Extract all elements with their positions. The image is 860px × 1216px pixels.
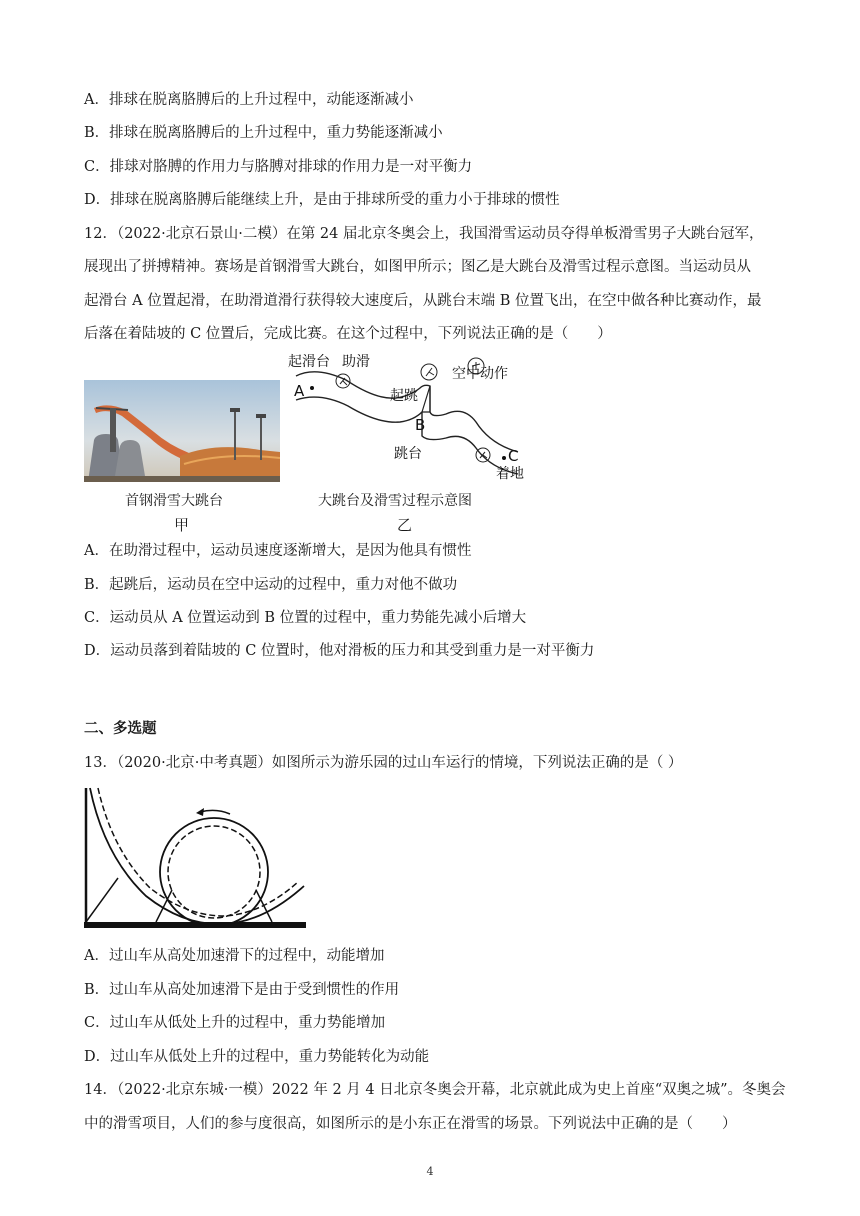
q11-option-b: B．排球在脱离胳膊后的上升过程中，重力势能逐渐减小	[84, 125, 443, 141]
q11-option-a: A．排球在脱离胳膊后的上升过程中，动能逐渐减小	[84, 92, 414, 108]
q11-option-d: D．排球在脱离胳膊后能继续上升，是由于排球所受的重力小于排球的惯性	[84, 192, 560, 208]
label-platform: 跳台	[394, 446, 422, 462]
q12-stem-line3: 起滑台 A 位置起滑，在助滑道滑行获得较大速度后，从跳台末端 B 位置飞出，在空中做各种比赛动作，最	[84, 293, 762, 309]
q12-option-d: D．运动员落到着陆坡的 C 位置时，他对滑板的压力和其受到重力是一对平衡力	[84, 643, 595, 659]
fig-jia-caption: 首钢滑雪大跳台	[125, 493, 223, 509]
roller-coaster-diagram	[84, 786, 308, 932]
q13-option-c: C．过山车从低处上升的过程中，重力势能增加	[84, 1015, 386, 1031]
section-heading-multiple-choice: 二、多选题	[84, 720, 157, 737]
q12-option-a: A．在助滑过程中，运动员速度逐渐增大，是因为他具有惯性	[84, 543, 472, 559]
q13-option-d: D．过山车从低处上升的过程中，重力势能转化为动能	[84, 1049, 430, 1065]
q11-option-c: C．排球对胳膊的作用力与胳膊对排球的作用力是一对平衡力	[84, 159, 473, 175]
fig-jia-label: 甲	[174, 516, 190, 534]
ski-jump-diagram	[286, 348, 530, 486]
q12-option-c: C．运动员从 A 位置运动到 B 位置的过程中，重力势能先减小后增大	[84, 610, 527, 626]
q12-stem-line2: 展现出了拼搏精神。赛场是首钢滑雪大跳台，如图甲所示；图乙是大跳台及滑雪过程示意图。当运动员从	[84, 259, 751, 275]
label-point-b: B	[415, 416, 426, 434]
q13-option-b: B．过山车从高处加速滑下是由于受到惯性的作用	[84, 982, 400, 998]
fig-yi-caption: 大跳台及滑雪过程示意图	[318, 493, 472, 509]
label-assist: 助滑	[342, 354, 370, 370]
q14-stem-line1: 14．（2022·北京东城·一模）2022 年 2 月 4 日北京冬奥会开幕，北京就此成为史上首座“双奥之城”。冬奥会	[84, 1082, 786, 1098]
label-point-a: A	[294, 382, 305, 400]
q13-option-a: A．过山车从高处加速滑下的过程中，动能增加	[84, 948, 385, 964]
q12-stem-line4: 后落在着陆坡的 C 位置后，完成比赛。在这个过程中，下列说法正确的是（ ）	[84, 326, 612, 342]
ski-jump-photo	[84, 380, 280, 482]
fig-yi-label: 乙	[397, 516, 413, 534]
page-number: 4	[426, 1165, 434, 1178]
label-point-c: C	[508, 447, 519, 465]
label-start: 起滑台	[288, 354, 330, 370]
label-landing: 着地	[496, 466, 524, 482]
label-jump: 起跳	[390, 388, 418, 404]
q12-stem-line1: 12．（2022·北京石景山·二模）在第 24 届北京冬奥会上，我国滑雪运动员夺得单板滑雪男子大跳台冠军，	[84, 226, 764, 242]
q14-stem-line2: 中的滑雪项目，人们的参与度很高，如图所示的是小东正在滑雪的场景。下列说法中正确的是（ ）	[84, 1116, 737, 1132]
label-air: 空中动作	[452, 366, 508, 382]
q12-option-b: B．起跳后，运动员在空中运动的过程中，重力对他不做功	[84, 577, 458, 593]
q13-stem: 13．（2020·北京·中考真题）如图所示为游乐园的过山车运行的情境，下列说法正确的是（ ）	[84, 755, 683, 771]
